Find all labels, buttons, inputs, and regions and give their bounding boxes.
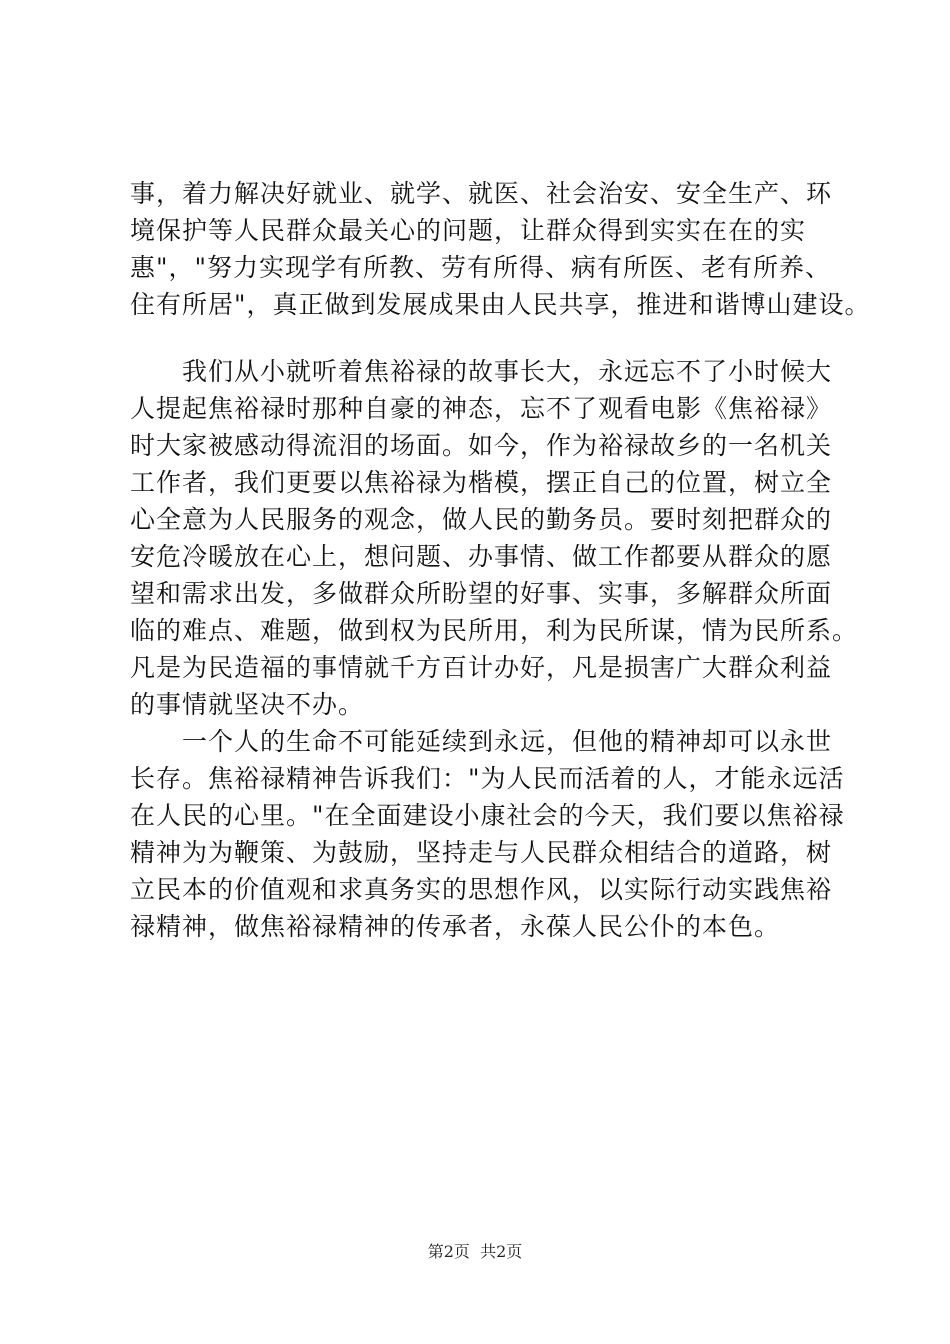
- paragraph: [130, 723, 845, 945]
- paragraph-spacer: [130, 323, 830, 353]
- text-line: 禄精神，做焦裕禄精神的传承者，永葆人民公仆的本色。: [130, 912, 781, 941]
- text-line: 住有所居"，真正做到发展成果由人民共享，推进和谐博山建设。: [130, 290, 871, 319]
- text-line: 工作者，我们更要以焦裕禄为楷模，摆正自己的位置，树立全: [130, 468, 833, 497]
- text-line: 境保护等人民群众最关心的问题，让群众得到实实在在的实: [130, 216, 807, 245]
- text-line: 时大家被感动得流泪的场面。如今，作为裕禄故乡的一名机关: [130, 431, 833, 460]
- text-line: 的事情就坚决不办。: [130, 690, 365, 719]
- text-line: 一个人的生命不可能延续到永远，但他的精神却可以永世: [130, 727, 833, 756]
- text-line: 临的难点、难题，做到权为民所用，利为民所谋，情为民所系。: [130, 616, 859, 645]
- page-number-label: 第2页 共2页: [427, 1242, 523, 1261]
- text-line: 我们从小就听着焦裕禄的故事长大，永远忘不了小时候大: [130, 357, 833, 386]
- page-footer: [0, 1240, 950, 1264]
- text-line: 立民本的价值观和求真务实的思想作风，以实际行动实践焦裕: [130, 875, 833, 904]
- text-line: 心全意为人民服务的观念，做人民的勤务员。要时刻把群众的: [130, 505, 833, 534]
- text-line: 事，着力解决好就业、就学、就医、社会治安、安全生产、环: [130, 179, 833, 208]
- paragraph: [130, 175, 871, 323]
- text-line: 长存。焦裕禄精神告诉我们："为人民而活着的人，才能永远活: [130, 764, 845, 793]
- document-body: [130, 175, 871, 945]
- paragraph: [130, 353, 859, 723]
- text-line: 望和需求出发，多做群众所盼望的好事、实事，多解群众所面: [130, 579, 833, 608]
- text-line: 在人民的心里。"在全面建设小康社会的今天，我们要以焦裕禄: [130, 801, 845, 830]
- text-line: 安危冷暖放在心上，想问题、办事情、做工作都要从群众的愿: [130, 542, 833, 571]
- text-line: 人提起焦裕禄时那种自豪的神态，忘不了观看电影《焦裕禄》: [130, 394, 833, 423]
- text-line: 精神为为鞭策、为鼓励，坚持走与人民群众相结合的道路，树: [130, 838, 833, 867]
- text-line: 凡是为民造福的事情就千方百计办好，凡是损害广大群众利益: [130, 653, 833, 682]
- text-line: 惠"，"努力实现学有所教、劳有所得、病有所医、老有所养、: [130, 253, 832, 282]
